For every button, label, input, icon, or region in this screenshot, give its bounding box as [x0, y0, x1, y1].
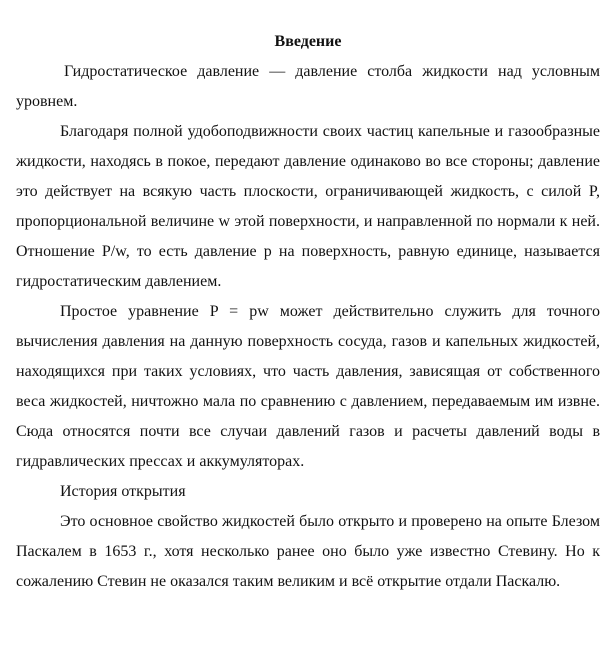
document-page [16, 27, 600, 597]
paragraph-equation: Простое уравнение P = pw может действительно служить для точного вычисления давления на данную поверхность сосуда, газов и капельных жидкостей, находящихся при таких условиях, что часть давления, зависящая от собственного веса жидкостей, ничтожно мала по сравнению с давлением, передаваемым им извне. Сюда относятся почти все случаи давлений газов и расчеты давлений воды в гидравлических прессах и аккумуляторах. [16, 303, 600, 470]
paragraph-definition: Гидростатическое давление — давление столба жидкости над условным уровнем. [16, 63, 600, 110]
section-heading-history: История открытия [60, 483, 186, 500]
document-title: Введение [274, 33, 342, 50]
paragraph-history: Это основное свойство жидкостей было открыто и проверено на опыте Блезом Паскалем в 1653 г., хотя несколько ранее оно было уже известно Стевину. Но к сожалению Стевин не оказался таким великим и всё открытие отдали Паскалю. [16, 513, 600, 590]
paragraph-pressure-transfer: Благодаря полной удобоподвижности своих частиц капельные и газообразные жидкости, находясь в покое, передают давление одинаково во все стороны; давление это действует на всякую часть плоскости, ограничивающей жидкость, с силой P, пропорциональной величине w этой поверхности, и направленной по нормали к ней. Отношение P/w, то есть давление p на поверхность, равную единице, называется гидростатическим давлением. [16, 123, 600, 290]
